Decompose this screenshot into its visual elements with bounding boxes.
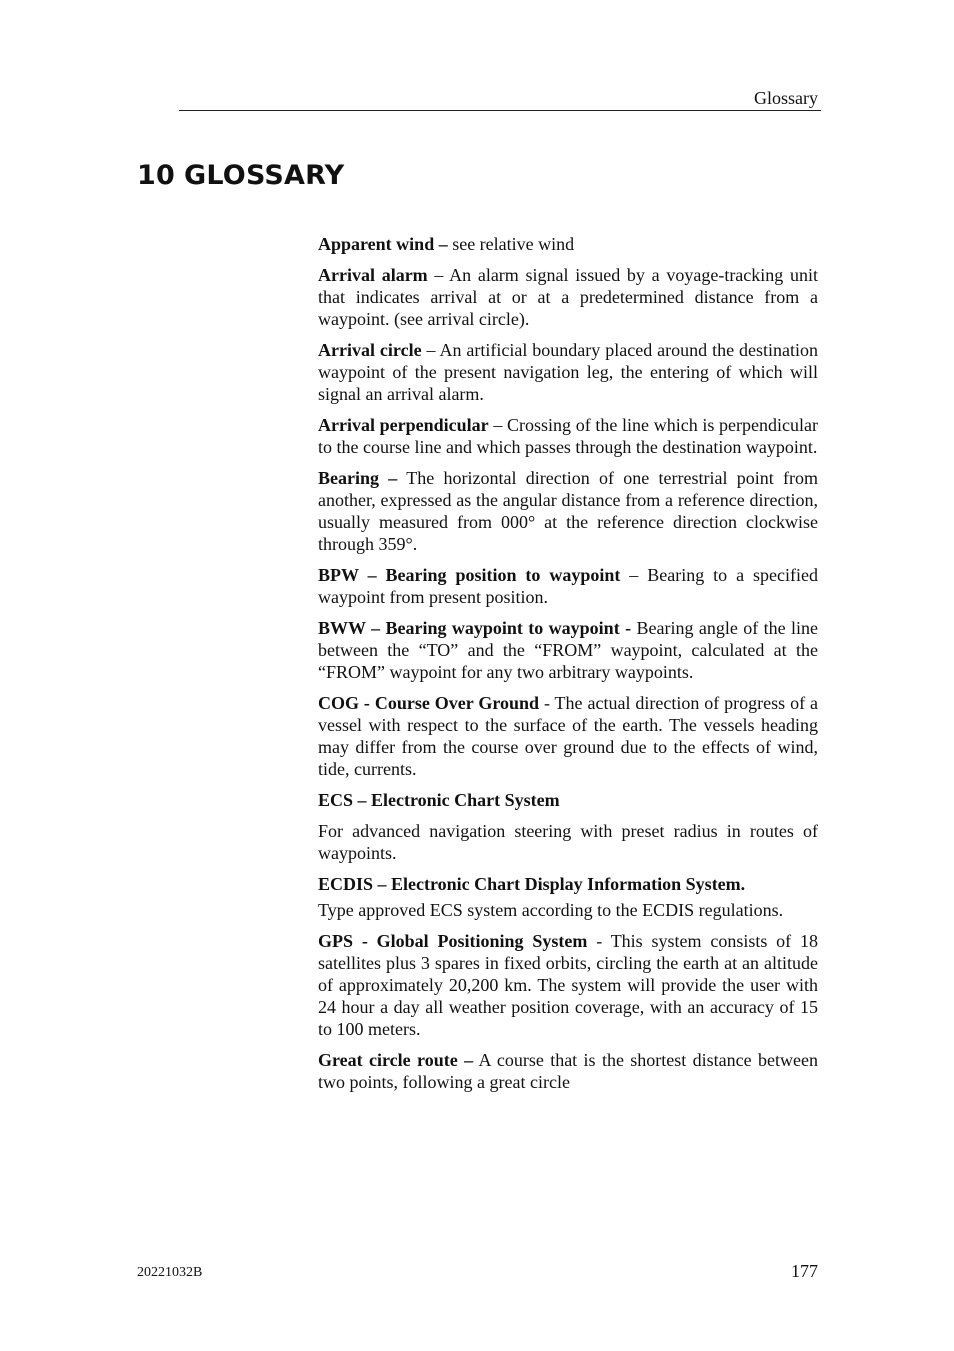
glossary-term: Arrival circle [318, 340, 422, 360]
glossary-entry-gps [318, 930, 818, 1040]
glossary-definition: - This system consists of 18 satellites plus 3 spares in fixed orbits, circling the earth at an altitude of approximately 20,200 km. The system will provide the user with 24 hour a day all weather position coverage, with an accuracy of 15 to 100 meters. [318, 931, 819, 1039]
glossary-term: Arrival alarm [318, 265, 428, 285]
chapter-number: 10 [137, 160, 175, 191]
glossary-term: Apparent wind – [318, 234, 448, 254]
glossary-term: Arrival perpendicular [318, 415, 489, 435]
chapter-title [137, 158, 344, 194]
glossary-term: COG - Course Over Ground [318, 693, 540, 713]
glossary-entry-ecs-description [318, 820, 818, 864]
glossary-definition: – Bearing to a specified waypoint from present position. [318, 565, 818, 607]
document-number: 20221032B [137, 1265, 203, 1280]
glossary-term: BWW – Bearing waypoint to waypoint - [318, 618, 632, 638]
glossary-entry-cog [318, 692, 818, 780]
glossary-entry-ecdis [318, 873, 818, 895]
glossary-definition: A course that is the shortest distance between two points, following a great circle [318, 1050, 818, 1092]
glossary-definition: The horizontal direction of one terrestrial point from another, expressed as the angular distance from a reference direction, usually measured from 000° at the reference direction clockwise through 359°. [318, 468, 819, 554]
glossary-entry-ecs [318, 789, 818, 811]
glossary-entry-arrival-circle [318, 339, 818, 405]
glossary-list [318, 233, 818, 1102]
glossary-entry-great-circle-route [318, 1049, 818, 1093]
glossary-definition: – Crossing of the line which is perpendicular to the course line and which passes through the destination waypoint. [318, 415, 819, 457]
header-rule [179, 110, 821, 111]
page-number: 177 [791, 1261, 818, 1281]
glossary-definition: see relative wind [447, 234, 575, 254]
glossary-entry-arrival-alarm [318, 264, 818, 330]
glossary-term: Bearing – [318, 468, 398, 488]
glossary-definition: – An artificial boundary placed around the destination waypoint of the present navigation leg, the entering of which will signal an arrival alarm. [318, 340, 818, 404]
glossary-definition: For advanced navigation steering with preset radius in routes of waypoints. [318, 821, 818, 863]
glossary-definition: Bearing angle of the line between the “TO” and the “FROM” waypoint, calculated at the “FROM” waypoint for any two arbitrary waypoints. [318, 618, 818, 682]
glossary-entry-bpw [318, 564, 818, 608]
running-header: Glossary [754, 88, 818, 108]
glossary-entry-ecdis-description [318, 899, 818, 921]
glossary-entry-apparent-wind [318, 233, 818, 255]
glossary-term: GPS - Global Positioning System [318, 931, 588, 951]
glossary-definition: - The actual direction of progress of a vessel with respect to the surface of the earth. The vessels heading may differ from the course over ground due to the effects of wind, tide, currents. [318, 693, 818, 779]
glossary-definition: Type approved ECS system according to the ECDIS regulations. [318, 900, 784, 920]
glossary-term: BPW – Bearing position to waypoint [318, 565, 621, 585]
chapter-title-text: GLOSSARY [183, 160, 345, 191]
glossary-term: Great circle route – [318, 1050, 474, 1070]
glossary-entry-arrival-perpendicular [318, 414, 818, 458]
glossary-term: ECDIS – Electronic Chart Display Information System. [318, 874, 746, 894]
glossary-term: ECS – Electronic Chart System [318, 790, 560, 810]
glossary-entry-bearing [318, 467, 818, 555]
glossary-definition: – An alarm signal issued by a voyage-tracking unit that indicates arrival at or at a predetermined distance from a waypoint. (see arrival circle). [318, 265, 819, 329]
glossary-entry-bww [318, 617, 818, 683]
